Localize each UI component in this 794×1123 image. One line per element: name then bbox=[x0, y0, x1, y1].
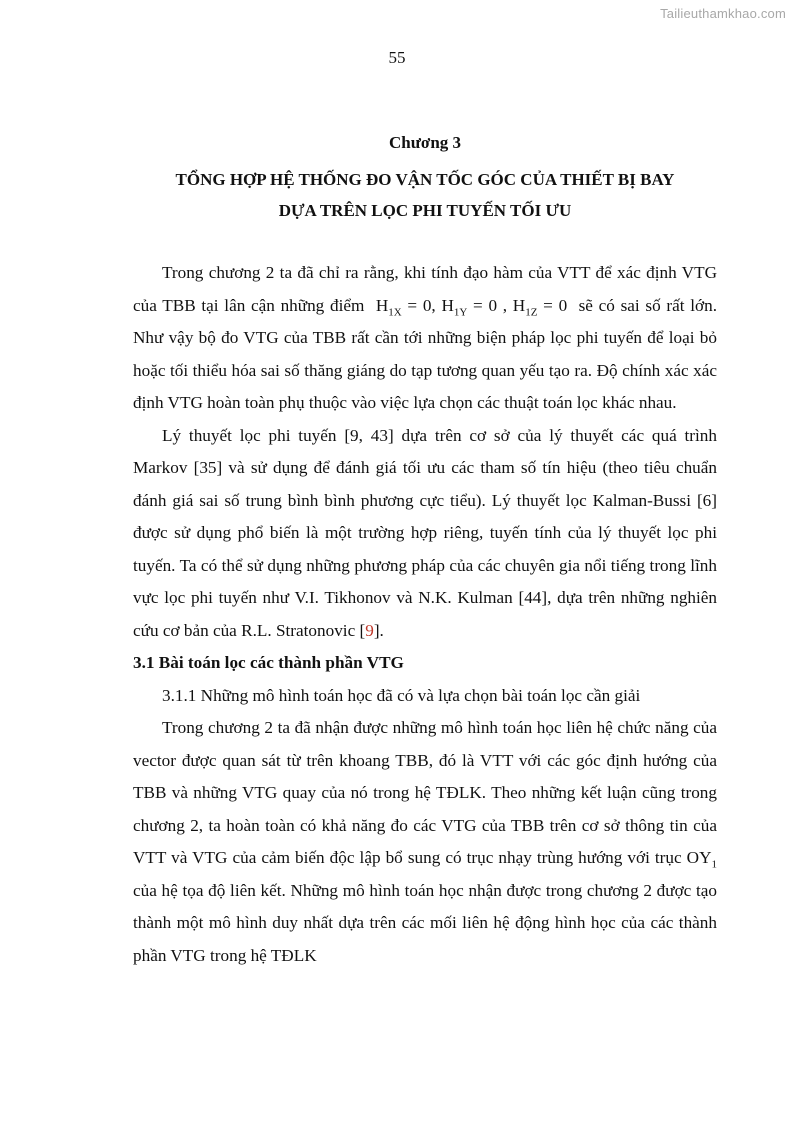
paragraph-2-text: Lý thuyết lọc phi tuyến [9, 43] dựa trên cơ sở của lý thuyết các quá trình Markov [35] và sử dụng để đánh giá tối ưu các tham số tín hiệu (theo tiêu chuẩn đánh giá sai số trung bình bình phương cực tiểu). Lý thuyết lọc Kalman-Bussi [6] được sử dụng phổ biến là một trường hợp riêng, tuyến tính của lý thuyết lọc phi tuyến. Ta có thể sử dụng những phương pháp của các chuyên gia nổi tiếng trong lĩnh vực lọc phi tuyến như V.I. Tikhonov và N.K. Kulman [44], dựa trên những nghiên cứu cơ bản của R.L. Stratonovic [ bbox=[133, 425, 717, 640]
paragraph-3-subscript: 1 bbox=[711, 858, 717, 871]
paragraph-2 bbox=[133, 420, 717, 648]
watermark: Tailieuthamkhao.com bbox=[660, 6, 786, 21]
body-text bbox=[133, 257, 717, 972]
paragraph-3 bbox=[133, 712, 717, 972]
chapter-title bbox=[0, 164, 794, 226]
chapter-label: Chương 3 bbox=[388, 133, 462, 152]
paragraph-3-text-a: Trong chương 2 ta đã nhận được những mô hình toán học liên hệ chức năng của vector được quan sát từ trên khoang TBB, đó là VTT với các góc định hướng của TBB và những VTG quay của nó trong hệ TĐLK. Theo những kết luận cũng trong chương 2, ta hoàn toàn có khả năng đo các VTG của TBB trên cơ sở thông tin của VTT và VTG của cảm biến độc lập bổ sung có trục nhạy trùng hướng với trục OY bbox=[133, 718, 717, 867]
paragraph-1-text-b: sẽ có sai số rất lớn. Như vậy bộ đo VTG của TBB rất cần tới những biện pháp lọc phi tuyến để loại bỏ hoặc tối thiểu hóa sai số thăng giáng do tạp tương quan yếu tạo ra. Độ chính xác xác định VTG hoàn toàn phụ thuộc vào việc lựa chọn các thuật toán lọc khác nhau. bbox=[133, 295, 717, 412]
page-number: 55 bbox=[388, 48, 406, 67]
chapter-title-line-2: DỰA TRÊN LỌC PHI TUYẾN TỐI ƯU bbox=[278, 201, 572, 220]
chapter-title-line-1: TỔNG HỢP HỆ THỐNG ĐO VẬN TỐC GÓC CỦA THIẾT BỊ BAY bbox=[175, 170, 675, 189]
paragraph-3-text-b: của hệ tọa độ liên kết. Những mô hình toán học nhận được trong chương 2 được tạo thành một mô hình duy nhất dựa trên các mối liên hệ động hình học của các thành phần VTG trong hệ TĐLK bbox=[133, 880, 717, 965]
paragraph-1-text-a: Trong chương 2 ta đã chỉ ra rằng, khi tính đạo hàm của VTT để xác định VTG của TBB tại lân cận những điểm bbox=[133, 263, 717, 315]
section-heading: 3.1 Bài toán lọc các thành phần VTG bbox=[133, 653, 404, 672]
paragraph-2-end: ]. bbox=[373, 620, 384, 640]
subsection-heading: 3.1.1 Những mô hình toán học đã có và lựa chọn bài toán lọc cần giải bbox=[162, 685, 641, 705]
citation-link[interactable]: 9 bbox=[365, 620, 374, 640]
formula-h-conditions: $H_{1X} = 0$, $H_{1Y} = 0$ , $H_{1Z} = 0$ bbox=[375, 295, 568, 318]
paragraph-1 bbox=[133, 257, 717, 420]
